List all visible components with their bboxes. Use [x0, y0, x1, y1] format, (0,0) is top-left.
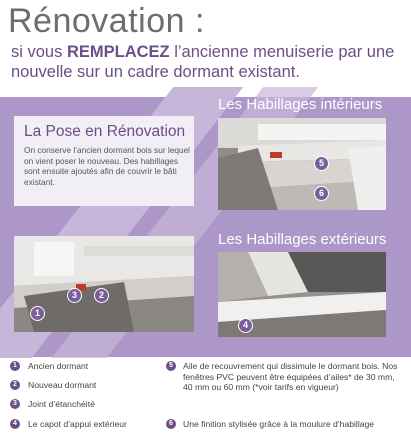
section-title-exterieur: Les Habillages extérieurs	[218, 231, 387, 248]
card-text: On conserve l’ancien dormant bois sur lequel on vient poser le nouveau. Des habillages sont ensuite ajoutés afin de couvrir le bâti existant.	[24, 145, 191, 187]
legend-bullet-6: 6	[166, 419, 176, 429]
marker-6: 6	[314, 186, 329, 201]
section-title-interieur: Les Habillages intérieurs	[218, 96, 383, 113]
legend-item-1: Ancien dormant	[28, 361, 89, 371]
legend-bullet-2: 2	[10, 380, 20, 390]
legend-bullet-4: 4	[10, 419, 20, 429]
subtitle-part1: si vous	[11, 43, 67, 61]
page-title: Rénovation :	[8, 2, 205, 40]
legend	[0, 358, 411, 444]
marker-5: 5	[314, 156, 329, 171]
legend-bullet-3: 3	[10, 399, 20, 409]
header	[0, 0, 411, 96]
photo-habillages-interieurs	[218, 118, 386, 210]
subtitle-part2: l’ancienne menuiserie par une nouvelle sur un cadre dormant existant.	[11, 43, 395, 81]
info-card	[14, 116, 194, 206]
photo-pose-renovation	[14, 236, 194, 332]
marker-3: 3	[67, 288, 82, 303]
page-subtitle	[11, 42, 411, 82]
legend-bullet-1: 1	[10, 361, 20, 371]
marker-4: 4	[238, 318, 253, 333]
legend-item-3: Joint d’étanchéité	[28, 399, 95, 409]
marker-2: 2	[94, 288, 109, 303]
legend-item-4: Le capot d’appui extérieur	[28, 419, 127, 429]
legend-item-5: Aile de recouvrement qui dissimule le dormant bois. Nos fenêtres PVC peuvent être équipées d’ailes* de 30 mm, 40 mm ou 60 mm (*voir tarifs en vigueur)	[183, 361, 398, 392]
subtitle-strong: REMPLACEZ	[66, 43, 170, 61]
legend-item-2: Nouveau dormant	[28, 380, 97, 390]
legend-bullet-5: 5	[166, 361, 176, 371]
card-title: La Pose en Rénovation	[24, 123, 186, 140]
photo-habillages-exterieurs	[218, 252, 386, 337]
marker-1: 1	[30, 306, 45, 321]
window-profile-illustration	[218, 118, 386, 210]
legend-item-6: Une finition stylisée grâce à la moulure d’habillage	[183, 419, 375, 429]
